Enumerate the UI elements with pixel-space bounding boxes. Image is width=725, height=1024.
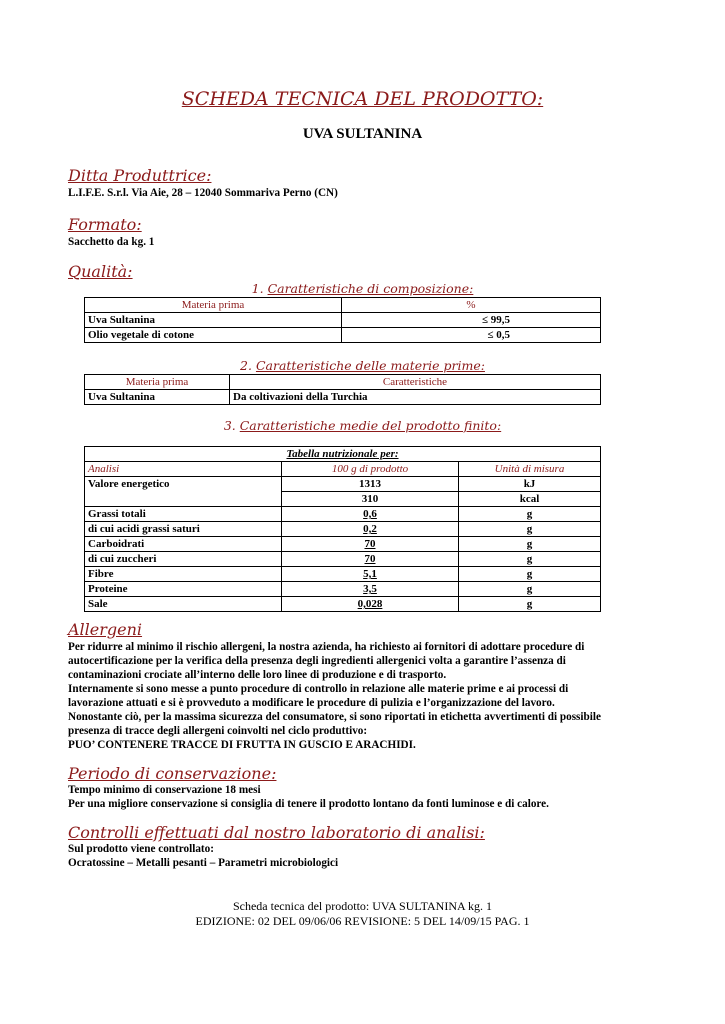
table-cell: g: [459, 552, 601, 567]
table-row: [85, 552, 601, 567]
table-cell: 1313: [282, 477, 459, 492]
table-header-row: [85, 462, 601, 477]
table-cell: g: [459, 597, 601, 612]
table-header-row: [85, 375, 601, 390]
nutrition-title-text: Caratteristiche medie del prodotto finito:: [239, 418, 502, 433]
table-header-row: [85, 298, 601, 313]
table-row: [85, 582, 601, 597]
allergens-line: Internamente si sono messe a punto procedure di controllo in relazione alle materie prime e ai processi di: [68, 683, 569, 695]
table-row: [85, 522, 601, 537]
conservation-line: Per una migliore conservazione si consiglia di tenere il prodotto lontano da fonti luminose e di calore.: [68, 798, 549, 810]
table-cell: 5,1: [282, 567, 459, 582]
page-title: SCHEDA TECNICA DEL PRODOTTO:: [181, 88, 544, 110]
allergens-line: lavorazione attuati e si è provveduto a modificare le procedure di pulizia e l’organizzazione del lavoro.: [68, 697, 555, 709]
allergens-line: presenza di tracce degli allergeni coinvolti nel ciclo produttivo:: [68, 725, 368, 737]
table-cell: g: [459, 582, 601, 597]
allergens-warning: PUO’ CONTENERE TRACCE DI FRUTTA IN GUSCIO E ARACHIDI.: [68, 739, 416, 751]
table-header: Unità di misura: [459, 462, 601, 477]
table-cell: 70: [282, 537, 459, 552]
table-cell: ≤ 99,5: [342, 313, 601, 328]
table-header: Caratteristiche: [230, 375, 601, 390]
table-cell: g: [459, 507, 601, 522]
table-cell: Proteine: [85, 582, 282, 597]
table-cell: g: [459, 537, 601, 552]
nutrition-table: [84, 446, 601, 612]
table-cell: g: [459, 567, 601, 582]
table-cell: di cui acidi grassi saturi: [85, 522, 282, 537]
table-cell: Sale: [85, 597, 282, 612]
table-cell: g: [459, 522, 601, 537]
allergens-line: contaminazioni crociate all’interno delle loro linee di produzione e di trasporto.: [68, 669, 447, 681]
table-row: [85, 328, 601, 343]
table-header: Materia prima: [85, 298, 342, 313]
lab-controls-heading: Controlli effettuati dal nostro laboratorio di analisi:: [68, 823, 485, 842]
raw-materials-title: [0, 358, 725, 373]
allergens-line: Per ridurre al minimo il rischio allergeni, la nostra azienda, ha richiesto ai fornitori di adottare procedure di: [68, 641, 585, 653]
conservation-heading: Periodo di conservazione:: [68, 764, 277, 783]
table-cell: Uva Sultanina: [85, 390, 230, 405]
table-cell: 3,5: [282, 582, 459, 597]
table-cell: Carboidrati: [85, 537, 282, 552]
table-cell: ≤ 0,5: [342, 328, 601, 343]
conservation-line: Tempo minimo di conservazione 18 mesi: [68, 784, 261, 796]
producer-heading: Ditta Produttrice:: [68, 166, 212, 185]
composition-table: [84, 297, 601, 343]
table-cell: kcal: [459, 492, 601, 507]
raw-materials-num: 2.: [240, 358, 252, 373]
table-header: 100 g di prodotto: [282, 462, 459, 477]
table-cell: Olio vegetale di cotone: [85, 328, 342, 343]
table-cell: 310: [282, 492, 459, 507]
lab-controls-line: Sul prodotto viene controllato:: [68, 843, 214, 855]
format-text: Sacchetto da kg. 1: [68, 236, 155, 248]
raw-materials-title-text: Caratteristiche delle materie prime:: [255, 358, 485, 373]
nutrition-num: 3.: [223, 418, 236, 433]
nutrition-title: [0, 418, 725, 433]
table-row: [85, 537, 601, 552]
allergens-line: Nonostante ciò, per la massima sicurezza del consumatore, si sono riportati in etichetta avvertimenti di possibile: [68, 711, 601, 723]
table-cell: 0,6: [282, 507, 459, 522]
table-row: [85, 390, 601, 405]
table-cell: Uva Sultanina: [85, 313, 342, 328]
table-cell: Fibre: [85, 567, 282, 582]
quality-heading: Qualità:: [68, 262, 133, 281]
table-cell: Grassi totali: [85, 507, 282, 522]
table-row: [85, 313, 601, 328]
product-name: UVA SULTANINA: [302, 126, 423, 142]
table-cell: Da coltivazioni della Turchia: [230, 390, 601, 405]
composition-title-text: Caratteristiche di composizione:: [267, 281, 474, 296]
table-cell: kJ: [459, 477, 601, 492]
raw-materials-table: [84, 374, 601, 405]
footer-line-2: EDIZIONE: 02 DEL 09/06/06 REVISIONE: 5 DEL 14/09/15 PAG. 1: [195, 914, 530, 928]
table-title-row: [85, 447, 601, 462]
table-row: [85, 567, 601, 582]
lab-controls-line: Ocratossine – Metalli pesanti – Parametri microbiologici: [68, 857, 339, 869]
table-cell: [85, 492, 282, 507]
table-cell: 0,028: [282, 597, 459, 612]
composition-title: [0, 281, 725, 296]
table-row: [85, 597, 601, 612]
table-header: Analisi: [85, 462, 282, 477]
allergens-heading: Allergeni: [68, 620, 143, 639]
format-heading: Formato:: [68, 215, 142, 234]
table-header: Materia prima: [85, 375, 230, 390]
table-title: Tabella nutrizionale per:: [85, 447, 601, 462]
table-row: [85, 477, 601, 492]
table-cell: 70: [282, 552, 459, 567]
table-cell: 0,2: [282, 522, 459, 537]
table-cell: di cui zuccheri: [85, 552, 282, 567]
table-row: [85, 492, 601, 507]
table-row: [85, 507, 601, 522]
table-cell: Valore energetico: [85, 477, 282, 492]
allergens-line: autocertificazione per la verifica della presenza degli ingredienti allergenici volta a garantire l’assenza di: [68, 655, 566, 667]
producer-text: L.I.F.E. S.r.l. Via Aie, 28 – 12040 Sommariva Perno (CN): [68, 187, 338, 199]
footer-line-1: Scheda tecnica del prodotto: UVA SULTANINA kg. 1: [232, 899, 492, 913]
table-header: %: [342, 298, 601, 313]
composition-num: 1.: [251, 281, 264, 296]
